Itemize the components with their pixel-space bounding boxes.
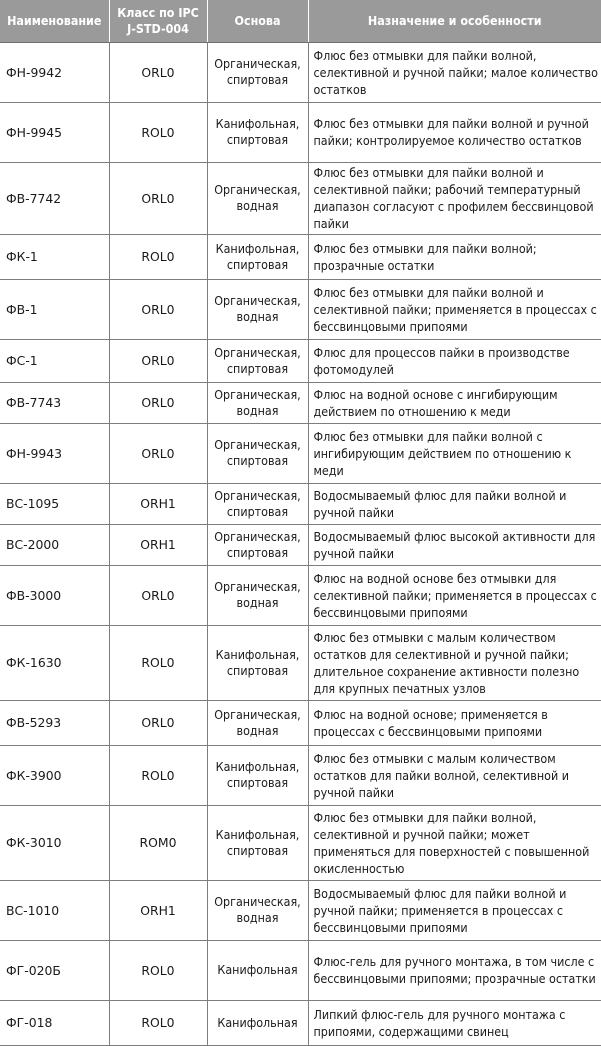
- cell-name: ФС-1: [0, 339, 109, 382]
- table-row: [0, 625, 601, 700]
- cell-base: Канифольная: [207, 1000, 308, 1045]
- table-row: [0, 700, 601, 745]
- table-row: [0, 102, 601, 162]
- table-row: [0, 1000, 601, 1045]
- cell-ipc-class: ROL0: [109, 625, 207, 700]
- cell-description: Флюс без отмывки для пайки волной и ручной пайки; контролируемое количество остатков: [308, 102, 601, 162]
- table-row: [0, 524, 601, 565]
- cell-name: ФН-9942: [0, 42, 109, 102]
- cell-name: ФВ-3000: [0, 565, 109, 625]
- cell-description: Флюс для процессов пайки в производстве фотомодулей: [308, 339, 601, 382]
- cell-description: Флюс без отмывки с малым количеством остатков для селективной и ручной пайки; длительное сохранение активности полезно для крупных печатных узлов: [308, 625, 601, 700]
- table-row: [0, 162, 601, 234]
- cell-ipc-class: ORH1: [109, 524, 207, 565]
- header-base: Основа: [207, 0, 308, 42]
- cell-base: Канифольная, спиртовая: [207, 234, 308, 279]
- cell-base: Органическая, водная: [207, 382, 308, 423]
- cell-base: Органическая, спиртовая: [207, 42, 308, 102]
- cell-name: ФК-3010: [0, 805, 109, 880]
- cell-name: ФВ-7742: [0, 162, 109, 234]
- cell-base: Органическая, водная: [207, 880, 308, 940]
- cell-description: Флюс-гель для ручного монтажа, в том числе с бессвинцовыми припоями; прозрачные остатки: [308, 940, 601, 1000]
- cell-ipc-class: ORH1: [109, 880, 207, 940]
- cell-name: ФК-3900: [0, 745, 109, 805]
- cell-base: Органическая, водная: [207, 162, 308, 234]
- cell-name: ВС-1095: [0, 483, 109, 524]
- cell-ipc-class: ORL0: [109, 423, 207, 483]
- cell-name: ФВ-1: [0, 279, 109, 339]
- cell-description: Флюс на водной основе; применяется в процессах с бессвинцовыми припоями: [308, 700, 601, 745]
- cell-description: Водосмываемый флюс высокой активности для ручной пайки: [308, 524, 601, 565]
- cell-description: Флюс без отмывки для пайки волной и селективной пайки; применяется в процессах с бессвинцовыми припоями: [308, 279, 601, 339]
- cell-description: Флюс на водной основе с ингибирующим действием по отношению к меди: [308, 382, 601, 423]
- cell-description: Флюс без отмывки для пайки волной, селективной и ручной пайки; может применяться для поверхностей с повышенной окисленностью: [308, 805, 601, 880]
- cell-ipc-class: ORL0: [109, 42, 207, 102]
- table-header: [0, 0, 601, 42]
- cell-name: ФВ-7743: [0, 382, 109, 423]
- cell-name: ФГ-018: [0, 1000, 109, 1045]
- cell-ipc-class: ROL0: [109, 745, 207, 805]
- cell-ipc-class: ORL0: [109, 565, 207, 625]
- table-row: [0, 382, 601, 423]
- cell-ipc-class: ROL0: [109, 940, 207, 1000]
- cell-description: Флюс на водной основе без отмывки для селективной пайки; применяется в процессах с бессвинцовыми припоями: [308, 565, 601, 625]
- table-row: [0, 279, 601, 339]
- cell-description: Флюс без отмывки для пайки волной с ингибирующим действием по отношению к меди: [308, 423, 601, 483]
- cell-ipc-class: ROM0: [109, 805, 207, 880]
- cell-description: Флюс без отмывки с малым количеством остатков для пайки волной, селективной и ручной пайки: [308, 745, 601, 805]
- cell-base: Органическая, спиртовая: [207, 339, 308, 382]
- header-ipc-class: Класс по IPC J-STD-004: [109, 0, 207, 42]
- cell-description: Водосмываемый флюс для пайки волной и ручной пайки: [308, 483, 601, 524]
- cell-description: Водосмываемый флюс для пайки волной и ручной пайки; применяется в процессах с бессвинцовыми припоями: [308, 880, 601, 940]
- cell-ipc-class: ORL0: [109, 162, 207, 234]
- cell-ipc-class: ROL0: [109, 234, 207, 279]
- table-row: [0, 339, 601, 382]
- cell-ipc-class: ORL0: [109, 382, 207, 423]
- header-row: [0, 0, 601, 42]
- header-name: Наименование: [0, 0, 109, 42]
- table-row: [0, 940, 601, 1000]
- cell-base: Канифольная, спиртовая: [207, 745, 308, 805]
- cell-name: ФВ-5293: [0, 700, 109, 745]
- table-row: [0, 565, 601, 625]
- table-row: [0, 234, 601, 279]
- cell-base: Органическая, водная: [207, 700, 308, 745]
- cell-ipc-class: ROL0: [109, 102, 207, 162]
- cell-name: ФГ-020Б: [0, 940, 109, 1000]
- table-row: [0, 880, 601, 940]
- cell-base: Органическая, спиртовая: [207, 483, 308, 524]
- table-row: [0, 805, 601, 880]
- header-description: Назначение и особенности: [308, 0, 601, 42]
- cell-base: Органическая, спиртовая: [207, 524, 308, 565]
- cell-name: ФК-1630: [0, 625, 109, 700]
- cell-base: Канифольная, спиртовая: [207, 102, 308, 162]
- cell-description: Липкий флюс-гель для ручного монтажа с припоями, содержащими свинец: [308, 1000, 601, 1045]
- cell-base: Органическая, водная: [207, 279, 308, 339]
- cell-description: Флюс без отмывки для пайки волной; прозрачные остатки: [308, 234, 601, 279]
- cell-ipc-class: ROL0: [109, 1000, 207, 1045]
- cell-ipc-class: ORL0: [109, 279, 207, 339]
- cell-ipc-class: ORL0: [109, 700, 207, 745]
- cell-ipc-class: ORH1: [109, 483, 207, 524]
- cell-name: ВС-1010: [0, 880, 109, 940]
- table-row: [0, 745, 601, 805]
- cell-description: Флюс без отмывки для пайки волной и селективной пайки; рабочий температурный диапазон согласуют с профилем бессвинцовой пайки: [308, 162, 601, 234]
- cell-ipc-class: ORL0: [109, 339, 207, 382]
- cell-name: ФК-1: [0, 234, 109, 279]
- cell-base: Канифольная, спиртовая: [207, 625, 308, 700]
- cell-base: Канифольная, спиртовая: [207, 805, 308, 880]
- table-row: [0, 423, 601, 483]
- cell-base: Органическая, водная: [207, 565, 308, 625]
- table-row: [0, 483, 601, 524]
- table-body: [0, 42, 601, 1045]
- cell-description: Флюс без отмывки для пайки волной, селективной и ручной пайки; малое количество остатков: [308, 42, 601, 102]
- cell-name: ВС-2000: [0, 524, 109, 565]
- cell-name: ФН-9943: [0, 423, 109, 483]
- cell-base: Органическая, спиртовая: [207, 423, 308, 483]
- cell-name: ФН-9945: [0, 102, 109, 162]
- cell-base: Канифольная: [207, 940, 308, 1000]
- table-row: [0, 42, 601, 102]
